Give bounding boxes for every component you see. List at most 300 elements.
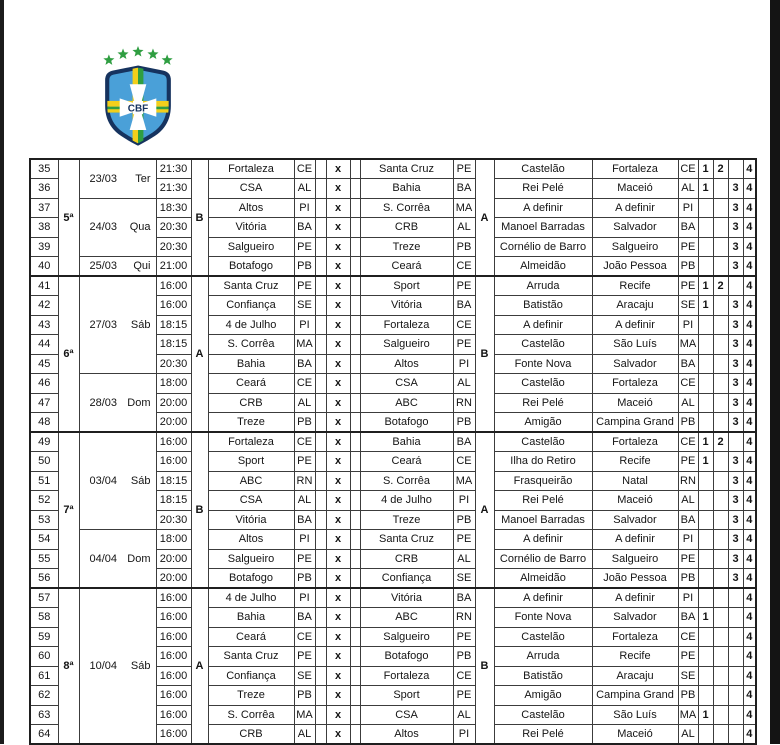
away-group-label: B <box>475 588 494 744</box>
tv-slot-2: 2 <box>713 276 728 296</box>
tv-slot-4: 4 <box>743 666 756 686</box>
home-state: CE <box>294 432 315 452</box>
stadium-state: BA <box>678 608 698 628</box>
home-state: PE <box>294 237 315 257</box>
spacer-cell <box>350 725 360 745</box>
away-group-label: B <box>475 276 494 432</box>
spacer-cell <box>315 666 326 686</box>
home-state: PB <box>294 569 315 589</box>
kickoff-time: 21:30 <box>156 179 191 199</box>
stadium-city: Fortaleza <box>592 627 678 647</box>
date-text: 10/04 <box>89 660 118 672</box>
tv-slot-2 <box>713 237 728 257</box>
home-team: Bahia <box>208 608 294 628</box>
stadium-city: Maceió <box>592 725 678 745</box>
tv-slot-4: 4 <box>743 588 756 608</box>
kickoff-time: 18:15 <box>156 471 191 491</box>
home-state: PB <box>294 257 315 277</box>
home-state: PE <box>294 647 315 667</box>
away-state: MA <box>453 198 475 218</box>
home-team: CRB <box>208 725 294 745</box>
tv-slot-3 <box>728 608 743 628</box>
spacer-cell <box>350 393 360 413</box>
kickoff-time: 20:30 <box>156 218 191 238</box>
match-number: 59 <box>30 627 58 647</box>
stadium-name: Batistão <box>494 666 592 686</box>
away-team: Sport <box>360 686 453 706</box>
kickoff-time: 16:00 <box>156 452 191 472</box>
date-wrap <box>80 660 156 672</box>
stadium-state: PE <box>678 647 698 667</box>
tv-slot-1 <box>698 471 713 491</box>
tv-slot-2 <box>713 549 728 569</box>
tv-slot-4: 4 <box>743 471 756 491</box>
match-number: 37 <box>30 198 58 218</box>
home-state: PE <box>294 452 315 472</box>
versus-separator: x <box>326 549 350 569</box>
match-row <box>30 159 756 179</box>
stadium-state: PI <box>678 198 698 218</box>
away-team: Confiança <box>360 569 453 589</box>
kickoff-time: 21:30 <box>156 159 191 179</box>
away-state: PI <box>453 354 475 374</box>
away-team: Salgueiro <box>360 335 453 355</box>
match-number: 52 <box>30 491 58 511</box>
tv-slot-1 <box>698 413 713 433</box>
versus-separator: x <box>326 276 350 296</box>
tv-slot-3: 3 <box>728 549 743 569</box>
weekday-text: Qua <box>129 221 151 234</box>
spacer-cell <box>315 413 326 433</box>
tv-slot-1 <box>698 491 713 511</box>
versus-separator: x <box>326 354 350 374</box>
tv-slot-1 <box>698 354 713 374</box>
home-team: Santa Cruz <box>208 647 294 667</box>
home-team: Fortaleza <box>208 432 294 452</box>
tv-slot-3: 3 <box>728 530 743 550</box>
spacer-cell <box>350 530 360 550</box>
away-team: Altos <box>360 725 453 745</box>
stadium-state: PE <box>678 237 698 257</box>
tv-slot-2 <box>713 335 728 355</box>
tv-slot-2 <box>713 413 728 433</box>
home-team: Altos <box>208 530 294 550</box>
spacer-cell <box>315 276 326 296</box>
logo-stars <box>103 46 172 65</box>
stadium-city: Recife <box>592 452 678 472</box>
tv-slot-2 <box>713 510 728 530</box>
match-row <box>30 374 756 394</box>
stadium-state: AL <box>678 179 698 199</box>
home-team: CSA <box>208 179 294 199</box>
tv-slot-4: 4 <box>743 276 756 296</box>
kickoff-time: 21:00 <box>156 257 191 277</box>
away-team: S. Corrêa <box>360 471 453 491</box>
versus-separator: x <box>326 296 350 316</box>
match-number: 44 <box>30 335 58 355</box>
versus-separator: x <box>326 452 350 472</box>
match-number: 50 <box>30 452 58 472</box>
stadium-name: Cornélio de Barro <box>494 549 592 569</box>
spacer-cell <box>315 237 326 257</box>
match-date <box>79 588 156 744</box>
tv-slot-4: 4 <box>743 393 756 413</box>
spacer-cell <box>350 335 360 355</box>
stadium-state: SE <box>678 296 698 316</box>
tv-slot-4: 4 <box>743 159 756 179</box>
away-team: CSA <box>360 705 453 725</box>
away-team: Vitória <box>360 296 453 316</box>
stadium-city: Salvador <box>592 354 678 374</box>
stadium-name: Rei Pelé <box>494 179 592 199</box>
stadium-city: Recife <box>592 647 678 667</box>
versus-separator: x <box>326 608 350 628</box>
spacer-cell <box>350 686 360 706</box>
versus-separator: x <box>326 471 350 491</box>
match-number: 47 <box>30 393 58 413</box>
tv-slot-4: 4 <box>743 530 756 550</box>
home-state: PE <box>294 276 315 296</box>
spacer-cell <box>315 705 326 725</box>
tv-slot-2 <box>713 257 728 277</box>
stadium-city: Maceió <box>592 393 678 413</box>
stadium-name: Rei Pelé <box>494 725 592 745</box>
spacer-cell <box>350 159 360 179</box>
away-state: PE <box>453 159 475 179</box>
match-date <box>79 276 156 374</box>
stadium-name: Castelão <box>494 705 592 725</box>
away-team: Santa Cruz <box>360 530 453 550</box>
tv-slot-3 <box>728 666 743 686</box>
tv-slot-3: 3 <box>728 354 743 374</box>
versus-separator: x <box>326 237 350 257</box>
date-wrap <box>80 260 156 272</box>
tv-slot-3: 3 <box>728 257 743 277</box>
tv-slot-3: 3 <box>728 452 743 472</box>
versus-separator: x <box>326 179 350 199</box>
stadium-city: Salvador <box>592 510 678 530</box>
stadium-state: PE <box>678 549 698 569</box>
away-team: ABC <box>360 608 453 628</box>
tv-slot-1 <box>698 530 713 550</box>
date-text: 24/03 <box>89 221 118 234</box>
kickoff-time: 16:00 <box>156 296 191 316</box>
spacer-cell <box>350 666 360 686</box>
tv-slot-3 <box>728 159 743 179</box>
versus-separator: x <box>326 725 350 745</box>
home-state: PI <box>294 198 315 218</box>
tv-slot-1 <box>698 315 713 335</box>
stadium-state: PI <box>678 315 698 335</box>
spacer-cell <box>315 686 326 706</box>
kickoff-time: 16:00 <box>156 627 191 647</box>
match-number: 57 <box>30 588 58 608</box>
home-team: Bahia <box>208 354 294 374</box>
home-team: Salgueiro <box>208 549 294 569</box>
home-team: Botafogo <box>208 257 294 277</box>
weekday-text: Ter <box>135 172 151 185</box>
tv-slot-3: 3 <box>728 510 743 530</box>
match-number: 42 <box>30 296 58 316</box>
stadium-city: A definir <box>592 198 678 218</box>
home-state: CE <box>294 627 315 647</box>
tv-slot-3: 3 <box>728 237 743 257</box>
tv-slot-2 <box>713 393 728 413</box>
spacer-cell <box>315 315 326 335</box>
tv-slot-3 <box>728 276 743 296</box>
tv-slot-1 <box>698 510 713 530</box>
match-number: 39 <box>30 237 58 257</box>
away-state: AL <box>453 549 475 569</box>
tv-slot-2 <box>713 627 728 647</box>
away-state: PB <box>453 647 475 667</box>
match-number: 49 <box>30 432 58 452</box>
spacer-cell <box>315 432 326 452</box>
tv-slot-2 <box>713 647 728 667</box>
stadium-city: A definir <box>592 315 678 335</box>
match-number: 53 <box>30 510 58 530</box>
home-team: Vitória <box>208 218 294 238</box>
stadium-city: Salvador <box>592 608 678 628</box>
away-state: CE <box>453 452 475 472</box>
spacer-cell <box>350 432 360 452</box>
tv-slot-1 <box>698 335 713 355</box>
home-team: Vitória <box>208 510 294 530</box>
cbf-shield-graphic <box>94 46 182 150</box>
tv-slot-4: 4 <box>743 179 756 199</box>
home-team: Ceará <box>208 627 294 647</box>
tv-slot-2 <box>713 705 728 725</box>
tv-slot-3: 3 <box>728 179 743 199</box>
date-text: 23/03 <box>89 172 118 185</box>
left-edge-bar <box>0 0 4 744</box>
spacer-cell <box>315 569 326 589</box>
kickoff-time: 18:15 <box>156 335 191 355</box>
date-wrap <box>80 319 156 331</box>
away-state: PE <box>453 686 475 706</box>
stadium-state: AL <box>678 491 698 511</box>
tv-slot-1 <box>698 627 713 647</box>
spacer-cell <box>315 335 326 355</box>
tv-slot-3: 3 <box>728 335 743 355</box>
tv-slot-4: 4 <box>743 647 756 667</box>
match-number: 38 <box>30 218 58 238</box>
versus-separator: x <box>326 432 350 452</box>
tv-slot-4: 4 <box>743 686 756 706</box>
kickoff-time: 20:00 <box>156 413 191 433</box>
tv-slot-2 <box>713 374 728 394</box>
match-number: 45 <box>30 354 58 374</box>
tv-slot-3 <box>728 725 743 745</box>
kickoff-time: 18:00 <box>156 530 191 550</box>
spacer-cell <box>315 257 326 277</box>
away-team: Ceará <box>360 257 453 277</box>
stadium-name: Fonte Nova <box>494 608 592 628</box>
tv-slot-3: 3 <box>728 218 743 238</box>
match-row <box>30 530 756 550</box>
tv-slot-4: 4 <box>743 218 756 238</box>
spacer-cell <box>350 471 360 491</box>
home-state: BA <box>294 510 315 530</box>
match-number: 56 <box>30 569 58 589</box>
logo-text: CBF <box>127 103 149 115</box>
spacer-cell <box>350 627 360 647</box>
spacer-cell <box>315 608 326 628</box>
away-group-label: A <box>475 159 494 276</box>
round-label: 8ª <box>58 588 79 744</box>
weekday-text: Dom <box>127 552 151 565</box>
tv-slot-2 <box>713 296 728 316</box>
tv-slot-1 <box>698 198 713 218</box>
stadium-state: AL <box>678 393 698 413</box>
stadium-state: SE <box>678 666 698 686</box>
home-team: Salgueiro <box>208 237 294 257</box>
tv-slot-4: 4 <box>743 491 756 511</box>
weekday-text: Qui <box>133 260 151 272</box>
versus-separator: x <box>326 530 350 550</box>
away-team: Fortaleza <box>360 315 453 335</box>
away-state: MA <box>453 471 475 491</box>
home-state: PI <box>294 588 315 608</box>
kickoff-time: 20:30 <box>156 510 191 530</box>
away-team: Botafogo <box>360 413 453 433</box>
away-team: Treze <box>360 237 453 257</box>
kickoff-time: 18:00 <box>156 374 191 394</box>
tv-slot-2: 2 <box>713 432 728 452</box>
stadium-name: Rei Pelé <box>494 491 592 511</box>
away-team: Treze <box>360 510 453 530</box>
match-number: 35 <box>30 159 58 179</box>
weekday-text: Sáb <box>130 475 151 487</box>
match-date <box>79 198 156 257</box>
away-team: CRB <box>360 549 453 569</box>
round-label: 6ª <box>58 276 79 432</box>
stadium-city: Salvador <box>592 218 678 238</box>
stadium-state: CE <box>678 627 698 647</box>
date-text: 04/04 <box>89 552 118 565</box>
tv-slot-1: 1 <box>698 276 713 296</box>
home-state: PB <box>294 413 315 433</box>
stadium-state: CE <box>678 432 698 452</box>
match-number: 58 <box>30 608 58 628</box>
versus-separator: x <box>326 491 350 511</box>
tv-slot-3: 3 <box>728 374 743 394</box>
spacer-cell <box>350 413 360 433</box>
tv-slot-4: 4 <box>743 257 756 277</box>
match-number: 61 <box>30 666 58 686</box>
away-state: PI <box>453 491 475 511</box>
home-team: 4 de Julho <box>208 588 294 608</box>
versus-separator: x <box>326 413 350 433</box>
kickoff-time: 20:00 <box>156 549 191 569</box>
away-state: CE <box>453 315 475 335</box>
spacer-cell <box>315 530 326 550</box>
stadium-name: Castelão <box>494 627 592 647</box>
spacer-cell <box>315 510 326 530</box>
home-state: AL <box>294 725 315 745</box>
stadium-name: Almeidão <box>494 569 592 589</box>
match-number: 55 <box>30 549 58 569</box>
stadium-city: São Luís <box>592 335 678 355</box>
home-state: BA <box>294 218 315 238</box>
spacer-cell <box>350 491 360 511</box>
away-team: ABC <box>360 393 453 413</box>
match-number: 36 <box>30 179 58 199</box>
versus-separator: x <box>326 198 350 218</box>
match-number: 63 <box>30 705 58 725</box>
tv-slot-3 <box>728 705 743 725</box>
match-date <box>79 159 156 198</box>
spacer-cell <box>315 198 326 218</box>
stadium-city: Maceió <box>592 179 678 199</box>
home-group-label: A <box>191 276 208 432</box>
kickoff-time: 18:15 <box>156 491 191 511</box>
stadium-state: PB <box>678 413 698 433</box>
tv-slot-4: 4 <box>743 198 756 218</box>
away-state: AL <box>453 374 475 394</box>
home-team: S. Corrêa <box>208 335 294 355</box>
home-team: S. Corrêa <box>208 705 294 725</box>
stadium-city: A definir <box>592 588 678 608</box>
tv-slot-4: 4 <box>743 627 756 647</box>
versus-separator: x <box>326 315 350 335</box>
home-state: MA <box>294 335 315 355</box>
stadium-city: Recife <box>592 276 678 296</box>
stadium-name: Fonte Nova <box>494 354 592 374</box>
spacer-cell <box>315 471 326 491</box>
spacer-cell <box>350 510 360 530</box>
away-team: Salgueiro <box>360 627 453 647</box>
spacer-cell <box>350 237 360 257</box>
stadium-name: Almeidão <box>494 257 592 277</box>
tv-slot-4: 4 <box>743 608 756 628</box>
stadium-state: AL <box>678 725 698 745</box>
kickoff-time: 16:00 <box>156 608 191 628</box>
kickoff-time: 16:00 <box>156 276 191 296</box>
stadium-state: PI <box>678 588 698 608</box>
tv-slot-4: 4 <box>743 725 756 745</box>
away-state: PI <box>453 725 475 745</box>
versus-separator: x <box>326 627 350 647</box>
tv-slot-2 <box>713 179 728 199</box>
match-number: 48 <box>30 413 58 433</box>
spacer-cell <box>350 549 360 569</box>
spacer-cell <box>350 588 360 608</box>
tv-slot-4: 4 <box>743 237 756 257</box>
tv-slot-2 <box>713 198 728 218</box>
home-team: CSA <box>208 491 294 511</box>
tv-slot-2 <box>713 569 728 589</box>
match-row <box>30 588 756 608</box>
away-state: BA <box>453 588 475 608</box>
stadium-state: PB <box>678 686 698 706</box>
tv-slot-3: 3 <box>728 393 743 413</box>
tv-slot-3 <box>728 686 743 706</box>
stadium-state: CE <box>678 159 698 179</box>
round-label: 5ª <box>58 159 79 276</box>
home-team: Ceará <box>208 374 294 394</box>
spacer-cell <box>350 257 360 277</box>
away-state: CE <box>453 257 475 277</box>
kickoff-time: 18:15 <box>156 315 191 335</box>
stadium-state: BA <box>678 218 698 238</box>
match-date <box>79 530 156 589</box>
stadium-city: Campina Grand <box>592 413 678 433</box>
match-number: 40 <box>30 257 58 277</box>
match-row <box>30 276 756 296</box>
kickoff-time: 16:00 <box>156 686 191 706</box>
home-team: ABC <box>208 471 294 491</box>
